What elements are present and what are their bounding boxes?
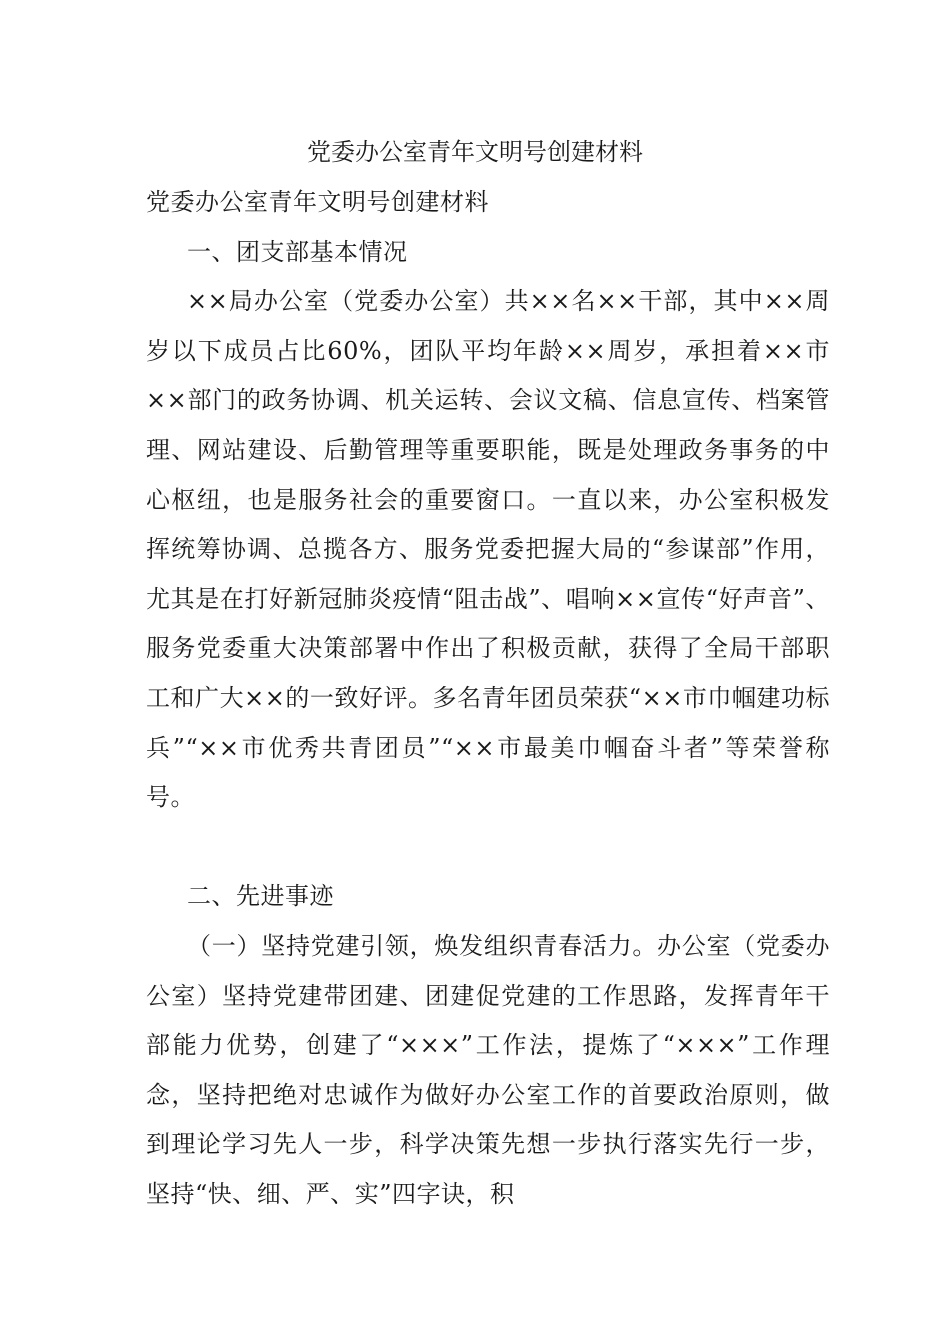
section-paragraph-basic-info: ××局办公室（党委办公室）共××名××干部，其中××周岁以下成员占比60%，团队平均年龄××周岁，承担着××市××部门的政务协调、机关运转、会议文稿、信息宣传、档案管理、网站建设、后勤管理等重要职能，既是处理政务事务的中心枢纽，也是服务社会的重要窗口。一直以来，办公室积极发挥统筹协调、总揽各方、服务党委把握大局的“参谋部”作用，尤其是在打好新冠肺炎疫情“阻击战”、唱响××宣传“好声音”、服务党委重大决策部署中作出了积极贡献，获得了全局干部职工和广大××的一致好评。多名青年团员荣获“××市巾帼建功标兵”“××市优秀共青团员”“××市最美巾帼奋斗者”等荣誉称号。	[146, 287, 830, 812]
document-subtitle: 党委办公室青年文明号创建材料	[146, 188, 489, 216]
document-body	[146, 178, 830, 1219]
section-heading-basic-info: 一、团支部基本情况	[187, 237, 408, 266]
document-title: 党委办公室青年文明号创建材料	[307, 138, 643, 166]
section-paragraph-advanced-deeds: （一）坚持党建引领，焕发组织青春活力。办公室（党委办公室）坚持党建带团建、团建促党建的工作思路，发挥青年干部能力优势，创建了“×××”工作法，提炼了“×××”工作理念，坚持把绝对忠诚作为做好办公室工作的首要政治原则，做到理论学习先人一步，科学决策先想一步执行落实先行一步，坚持“快、细、严、实”四字诀，积	[146, 931, 830, 1208]
section-heading-advanced-deeds: 二、先进事迹	[187, 882, 334, 911]
paragraph-spacer	[146, 823, 830, 873]
